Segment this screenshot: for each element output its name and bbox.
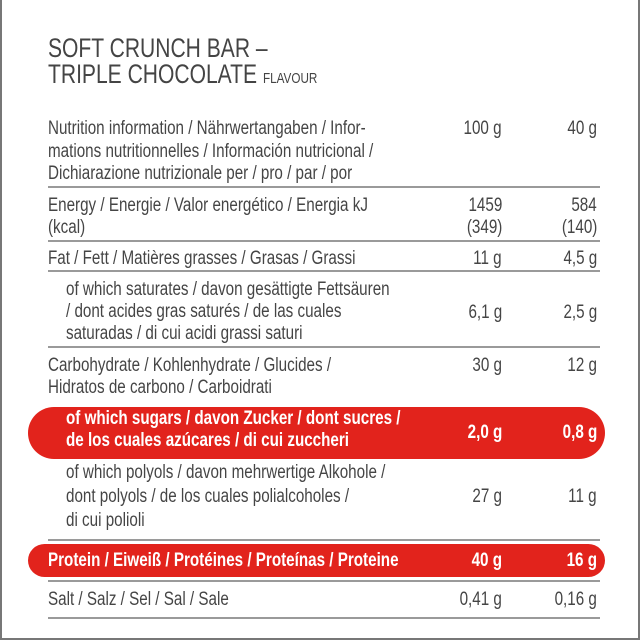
saturates-100g: 6,1 g [468,302,502,323]
fat-serving: 4,5 g [563,248,597,269]
protein-serving: 16 g [566,550,597,571]
saturates-label: of which saturates / davon gesättigte Fettsäuren [66,279,390,300]
carbohydrate-label: Hidratos de carbono / Carboidrati [48,377,272,398]
protein-100g: 40 g [471,550,502,571]
product-name: TRIPLE CHOCOLATE [48,59,258,89]
divider [48,270,600,272]
energy-kj-serving: 584 [571,195,597,216]
header-per-100g: 100 g [463,118,502,139]
polyols-serving: 11 g [568,486,597,507]
energy-kj-100g: 1459 [468,195,502,216]
divider [48,580,600,582]
saturates-label: / dont acides gras saturés / de las cuales [66,301,342,322]
salt-serving: 0,16 g [554,589,597,610]
polyols-100g: 27 g [472,486,502,507]
polyols-label: dont polyols / de los cuales polialcoholes / [66,486,350,507]
carbohydrate-serving: 12 g [567,355,597,376]
header-per-serving: 40 g [567,118,597,139]
header-line: Dichiarazione nutrizionale per / pro / par / por [48,163,353,184]
header-line: Nutrition information / Nährwertangaben / Infor- [48,118,366,139]
salt-100g: 0,41 g [459,589,502,610]
header-line: mations nutritionnelles / Información nutricional / [48,141,374,162]
energy-label: (kcal) [48,217,86,238]
saturates-label: saturadas / di cui acidi grassi saturi [66,323,303,344]
protein-label: Protein / Eiweiß / Protéines / Proteínas / Proteine [48,550,399,571]
sugars-label: de los cuales azúcares / di cui zuccheri [66,430,350,451]
divider [48,186,600,188]
divider [48,539,600,541]
divider [48,240,600,242]
energy-label: Energy / Energie / Valor energético / Energia kJ [48,195,368,216]
fat-label: Fat / Fett / Matières grasses / Grasas / Grassi [48,248,356,269]
sugars-label: of which sugars / davon Zucker / dont sucres / [66,408,401,429]
sugars-serving: 0,8 g [562,422,597,443]
divider [48,617,600,619]
flavour-label: FLAVOUR [262,70,318,87]
energy-kcal-100g: (349) [466,217,502,238]
polyols-label: of which polyols / davon mehrwertige Alkohole / [66,462,386,483]
saturates-serving: 2,5 g [563,302,597,323]
product-title-line2 [48,61,317,92]
salt-label: Salt / Salz / Sel / Sal / Sale [48,589,229,610]
energy-kcal-serving: (140) [561,217,597,238]
carbohydrate-label: Carbohydrate / Kohlenhydrate / Glucides / [48,355,332,376]
divider [48,346,600,348]
polyols-label: di cui polioli [66,510,145,531]
fat-100g: 11 g [473,248,502,269]
product-title-line1: SOFT CRUNCH BAR – [48,33,268,63]
sugars-100g: 2,0 g [467,422,502,443]
carbohydrate-100g: 30 g [472,355,502,376]
